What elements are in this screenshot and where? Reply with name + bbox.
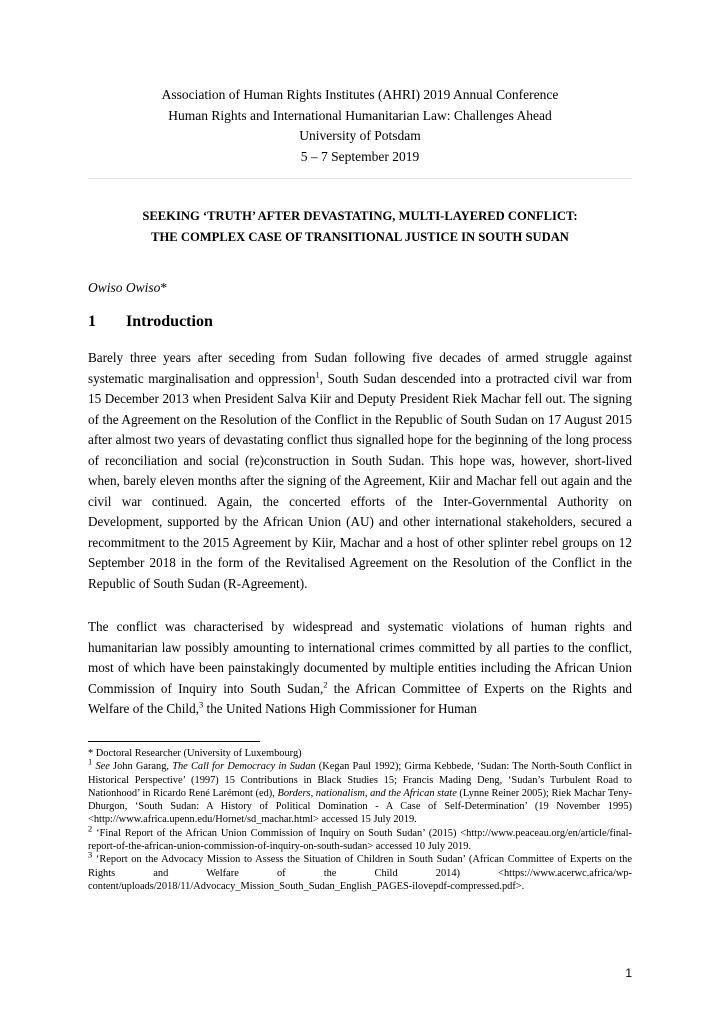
- paragraph-text: the United Nations High Commissioner for Human: [203, 701, 477, 716]
- body-paragraph-1: [88, 348, 632, 594]
- header-divider: [88, 178, 632, 179]
- footnote-text: ‘Final Report of the African Union Commission of Inquiry on South Sudan’ (2015) <http://www.peaceau.org/en/article/final-report-of-the-african-union-commission-of-inquiry-on-south-sudan> accessed 10 July 2019.: [88, 827, 632, 853]
- section-number: 1: [88, 313, 96, 330]
- conference-header: [88, 85, 632, 167]
- footnote-book-title: Borders, nationalism, and the African state: [277, 787, 457, 799]
- conference-name: Association of Human Rights Institutes (AHRI) 2019 Annual Conference: [161, 87, 559, 102]
- paragraph-text: , South Sudan descended into a protracted civil war from 15 December 2013 when President Salva Kiir and Deputy President Riek Machar fell out. The signing of the Agreement on the Resolution of the Conflict in the Republic of South Sudan on 17 August 2015 after almost two years of devastating conflict thus signalled hope for the beginning of the long process of reconciliation and social (re)construction in South Sudan. This hope was, however, short-lived when, barely eleven months after the signing of the Agreement, Kiir and Machar fell out again and the civil war continued. Again, the concerted efforts of the Inter-Governmental Authority on Development, supported by the African Union (AU) and other international stakeholders, secured a recommitment to the 2015 Agreement by Kiir, Machar and a host of other splinter rebel groups on 12 September 2018 in the form of the Revitalised Agreement on the Resolution of the Conflict in the Republic of South Sudan (R-Agreement).: [88, 370, 632, 591]
- conference-theme: Human Rights and International Humanitarian Law: Challenges Ahead: [168, 107, 552, 123]
- author: [88, 278, 167, 298]
- footnote-1: [88, 756, 633, 826]
- page-number: 1: [625, 966, 632, 980]
- footnote-2: [88, 823, 632, 854]
- section-title: Introduction: [126, 313, 213, 330]
- footnote-ref-2: 2: [323, 679, 328, 690]
- footnote-3: [88, 849, 632, 893]
- footnote-star: * Doctoral Researcher (University of Luxembourg): [88, 748, 302, 759]
- author-name: Owiso Owiso: [88, 280, 161, 295]
- footnote-number: 3: [88, 849, 93, 860]
- footnotes: [88, 747, 632, 893]
- paper-title: [88, 206, 632, 247]
- footnote-text: John Garang,: [109, 761, 173, 773]
- footnote-text: (Kegan Paul 1992); Girma Kebbede, ‘Sudan: The North-South Conflict in Historical Perspective’ (1997) 15 Contributions in Black Studies 15; Francis Mading Deng, ‘Sudan’s Turbulent Road to Nationhood’ in Ricardo René Larémont (ed),: [88, 761, 632, 799]
- paragraph-text: The conflict was characterised by widespread and systematic violations of human rights and humanitarian law possibly amounting to international crimes committed by all parties to the conflict, most of which have been painstakingly documented by multiple entities including the African Union Commission of Inquiry into South Sudan,: [88, 619, 632, 696]
- conference-venue: University of Potsdam: [299, 128, 421, 143]
- author-footnote-marker: *: [160, 280, 168, 295]
- paragraph-text: the African Committee of Experts on the Rights and Welfare of the Child,: [88, 680, 632, 716]
- footnote-ref-3: 3: [199, 699, 204, 710]
- footnote-ref-1: 1: [315, 369, 320, 380]
- footnote-number: 1: [88, 756, 93, 767]
- paper-title-line2: THE COMPLEX CASE OF TRANSITIONAL JUSTICE IN SOUTH SUDAN: [151, 229, 569, 244]
- paragraph-text: Barely three years after seceding from Sudan following five decades of armed struggle against systematic marginalisation and oppression: [88, 350, 632, 386]
- footnote-book-title: The Call for Democracy in Sudan: [172, 761, 316, 773]
- footnote-text: ‘Report on the Advocacy Mission to Assess the Situation of Children in South Sudan’ (African Committee of Experts on the Rights and Welfare of the Child 2014) <https://www.acerwc.africa/wp-content/uploads/2018/11/Advocacy_Mission_South_Sudan_English_PAGES-ilovepdf-compressed.pdf>.: [88, 854, 632, 892]
- footnote-separator: [88, 741, 260, 742]
- paper-title-line1: SEEKING ‘TRUTH’ AFTER DEVASTATING, MULTI-LAYERED CONFLICT:: [142, 209, 578, 223]
- body-paragraph-2: [88, 617, 632, 720]
- footnote-number: 2: [88, 823, 93, 834]
- conference-dates: 5 – 7 September 2019: [300, 148, 420, 164]
- section-heading: [88, 311, 213, 333]
- footnote-text: (Lynne Reiner 2005); Riek Machar Teny-Dhurgon, ‘South Sudan: A History of Political Domination - A Case of Self-Determination’ (19 November 1995) <http://www.africa.upenn.edu/Hornet/sd_machar.html> accessed 15 July 2019.: [88, 787, 633, 826]
- footnote-signal: See: [95, 761, 110, 773]
